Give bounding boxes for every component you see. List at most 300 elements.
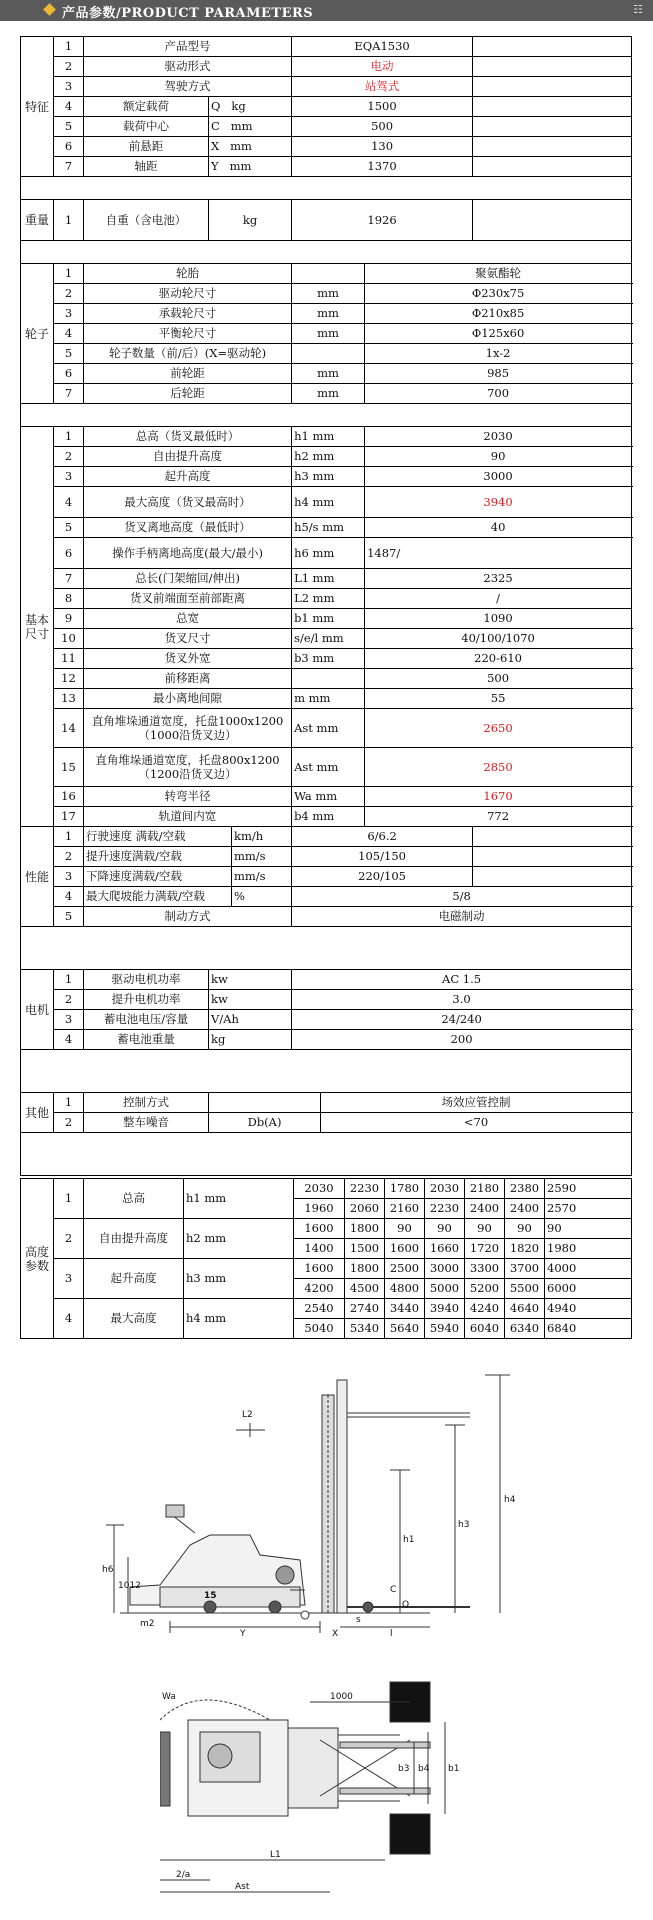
wheels-row-3 <box>21 304 632 324</box>
dim-row-3 <box>21 467 632 487</box>
table-cell: 产品型号 <box>84 37 292 57</box>
table-cell: AC 1.5 <box>292 970 632 990</box>
table-cell: 220-610 <box>365 649 632 669</box>
table-cell: Y mm <box>209 157 292 177</box>
table-cell <box>21 927 632 970</box>
table-cell: 6000 <box>545 1279 632 1299</box>
label-wa: Wa <box>162 1692 176 1702</box>
table-cell: 整车噪音 <box>84 1113 209 1133</box>
table-cell: h2 mm <box>292 447 365 467</box>
table-cell: 6/6.2 <box>292 827 473 847</box>
table-cell: 制动方式 <box>84 907 292 927</box>
wheels-row-1 <box>21 264 632 284</box>
table-cell: 4 <box>54 1299 84 1339</box>
table-cell: 55 <box>365 689 632 709</box>
table-cell: 2060 <box>345 1199 385 1219</box>
table-cell: 90 <box>425 1219 465 1239</box>
table-cell: mm <box>292 324 365 344</box>
motor-row-3 <box>21 1010 632 1030</box>
table-cell: 1670 <box>365 787 632 807</box>
table-cell: 1400 <box>294 1239 345 1259</box>
table-cell: 3440 <box>385 1299 425 1319</box>
label-b1: b1 <box>448 1764 460 1774</box>
table-cell: 4 <box>54 487 84 518</box>
table-cell: 5 <box>54 907 84 927</box>
table-cell: h3 mm <box>184 1259 294 1299</box>
table-cell <box>21 177 632 200</box>
table-cell: 聚氨酯轮 <box>365 264 632 284</box>
table-cell: 驱动轮尺寸 <box>84 284 292 304</box>
table-cell: 轨道间内宽 <box>84 807 292 827</box>
table-cell: Φ125x60 <box>365 324 632 344</box>
table-row <box>21 241 632 264</box>
table-cell <box>473 200 632 241</box>
table-cell: 16 <box>54 787 84 807</box>
table-cell: 2400 <box>505 1199 545 1219</box>
features-row-6 <box>21 137 632 157</box>
table-cell: 500 <box>292 117 473 137</box>
table-cell <box>292 264 365 284</box>
table-cell: % <box>232 887 292 907</box>
table-cell: 6040 <box>465 1319 505 1339</box>
table-cell: 2 <box>54 1113 84 1133</box>
table-cell: 站驾式 <box>292 77 473 97</box>
table-cell: 3 <box>54 304 84 324</box>
table-cell: 货叉尺寸 <box>84 629 292 649</box>
table-cell: 1660 <box>425 1239 465 1259</box>
table-cell: 5500 <box>505 1279 545 1299</box>
label-h6-value: 1012 <box>118 1581 141 1591</box>
features-row-3 <box>21 77 632 97</box>
table-cell: 4 <box>54 324 84 344</box>
table-cell: 90 <box>365 447 632 467</box>
table-cell: s/e/l mm <box>292 629 365 649</box>
table-cell <box>473 77 632 97</box>
spec-table <box>20 36 632 1176</box>
table-cell: 自由提升高度 <box>84 447 292 467</box>
table-cell: b1 mm <box>292 609 365 629</box>
table-cell: Wa mm <box>292 787 365 807</box>
table-cell: h2 mm <box>184 1219 294 1259</box>
table-cell: 7 <box>54 569 84 589</box>
side-view-drawing <box>100 1365 540 1645</box>
table-cell: 3 <box>54 1010 84 1030</box>
table-cell: 90 <box>385 1219 425 1239</box>
table-cell: 1 <box>54 1179 84 1219</box>
table-cell: 电机 <box>21 970 54 1050</box>
table-cell: 4 <box>54 1030 84 1050</box>
table-cell: 500 <box>365 669 632 689</box>
table-cell: 1370 <box>292 157 473 177</box>
table-cell: 高度参数 <box>21 1179 54 1339</box>
table-cell <box>292 344 365 364</box>
table-cell: 2540 <box>294 1299 345 1319</box>
features-row-4 <box>21 97 632 117</box>
table-cell: 最大爬坡能力满载/空载 <box>84 887 232 907</box>
table-cell <box>473 157 632 177</box>
header-title: 产品参数/PRODUCT PARAMETERS <box>62 6 314 21</box>
table-cell <box>473 37 632 57</box>
table-cell: 5940 <box>425 1319 465 1339</box>
label-l: l <box>390 1629 393 1639</box>
table-cell: 总高（货叉最低时） <box>84 427 292 447</box>
table-cell: 平衡轮尺寸 <box>84 324 292 344</box>
table-cell: Φ210x85 <box>365 304 632 324</box>
table-cell: 90 <box>505 1219 545 1239</box>
table-cell: 3940 <box>365 487 632 518</box>
motor-row-1 <box>21 970 632 990</box>
table-cell: 5200 <box>465 1279 505 1299</box>
table-cell: kg <box>209 200 292 241</box>
table-cell: 2230 <box>425 1199 465 1219</box>
height-row-3a <box>21 1259 632 1279</box>
table-cell <box>21 1133 632 1176</box>
table-cell: V/Ah <box>209 1010 292 1030</box>
features-row-2 <box>21 57 632 77</box>
table-cell <box>473 867 632 887</box>
table-cell: 6 <box>54 538 84 569</box>
table-cell: 4 <box>54 97 84 117</box>
table-cell: 后轮距 <box>84 384 292 404</box>
table-cell: h4 mm <box>184 1299 294 1339</box>
table-cell: 2230 <box>345 1179 385 1199</box>
header-diamond-icon <box>43 3 56 16</box>
table-cell: mm/s <box>232 847 292 867</box>
grid-icon[interactable]: ☷ <box>633 3 643 16</box>
table-cell: 转弯半径 <box>84 787 292 807</box>
wheels-row-5 <box>21 344 632 364</box>
table-cell: mm <box>292 304 365 324</box>
table-cell: kw <box>209 990 292 1010</box>
table-cell: 4940 <box>545 1299 632 1319</box>
dim-row-4 <box>21 487 632 518</box>
table-cell: b4 mm <box>292 807 365 827</box>
weight-row <box>21 200 632 241</box>
table-cell: 性能 <box>21 827 54 927</box>
table-cell: 4500 <box>345 1279 385 1299</box>
label-badge: 15 <box>204 1591 217 1601</box>
label-c: C <box>390 1585 397 1595</box>
table-cell: 总高 <box>84 1179 184 1219</box>
table-cell: 1 <box>54 427 84 447</box>
table-cell: 2 <box>54 1219 84 1259</box>
table-cell: 1500 <box>345 1239 385 1259</box>
dim-row-14 <box>21 709 632 748</box>
table-cell: 最大高度 <box>84 1299 184 1339</box>
table-cell: b3 mm <box>292 649 365 669</box>
dim-row-1 <box>21 427 632 447</box>
label-h3: h3 <box>458 1520 470 1530</box>
table-cell: Q kg <box>209 97 292 117</box>
dim-row-16 <box>21 787 632 807</box>
table-row <box>21 177 632 200</box>
table-cell: 2325 <box>365 569 632 589</box>
label-l1: L1 <box>270 1850 281 1860</box>
perf-row-1 <box>21 827 632 847</box>
table-cell: 2570 <box>545 1199 632 1219</box>
table-cell: 直角堆垛通道宽度，托盘1000x1200（1000沿货叉边） <box>84 709 292 748</box>
table-cell: 载荷中心 <box>84 117 209 137</box>
table-cell: 自重（含电池） <box>84 200 209 241</box>
table-cell: 场效应管控制 <box>321 1093 632 1113</box>
table-cell: 8 <box>54 589 84 609</box>
table-cell: 2500 <box>385 1259 425 1279</box>
table-cell: 2 <box>54 57 84 77</box>
table-cell: L1 mm <box>292 569 365 589</box>
table-cell: 40 <box>365 518 632 538</box>
height-row-1a <box>21 1179 632 1199</box>
table-cell: / <box>365 589 632 609</box>
table-cell: 1980 <box>545 1239 632 1259</box>
table-cell: h5/s mm <box>292 518 365 538</box>
table-cell: 1926 <box>292 200 473 241</box>
table-cell: 985 <box>365 364 632 384</box>
table-cell: 4000 <box>545 1259 632 1279</box>
table-cell: 1 <box>54 827 84 847</box>
table-cell: 6 <box>54 137 84 157</box>
table-cell: 220/105 <box>292 867 473 887</box>
table-cell: 2180 <box>465 1179 505 1199</box>
table-cell: 1720 <box>465 1239 505 1259</box>
dim-row-17 <box>21 807 632 827</box>
table-cell: 前轮距 <box>84 364 292 384</box>
table-cell: 1 <box>54 37 84 57</box>
dim-row-12 <box>21 669 632 689</box>
table-cell: 4200 <box>294 1279 345 1299</box>
table-cell: 40/100/1070 <box>365 629 632 649</box>
table-cell: 772 <box>365 807 632 827</box>
table-cell: 3300 <box>465 1259 505 1279</box>
table-cell: mm <box>292 284 365 304</box>
table-cell: 10 <box>54 629 84 649</box>
table-cell: 1500 <box>292 97 473 117</box>
table-cell: 2 <box>54 447 84 467</box>
table-cell: 重量 <box>21 200 54 241</box>
table-cell: 2 <box>54 990 84 1010</box>
table-cell: 3940 <box>425 1299 465 1319</box>
table-cell: 3000 <box>425 1259 465 1279</box>
table-cell: 轮子数量（前/后）(X=驱动轮) <box>84 344 292 364</box>
label-1000: 1000 <box>330 1692 353 1702</box>
table-cell: 驱动形式 <box>84 57 292 77</box>
table-cell: 前移距离 <box>84 669 292 689</box>
table-cell: 2400 <box>465 1199 505 1219</box>
table-cell: L2 mm <box>292 589 365 609</box>
table-cell: 最小离地间隙 <box>84 689 292 709</box>
table-cell <box>473 137 632 157</box>
table-cell: 3 <box>54 1259 84 1299</box>
table-cell: 1780 <box>385 1179 425 1199</box>
other-row-1 <box>21 1093 632 1113</box>
table-cell: 15 <box>54 748 84 787</box>
table-cell: 130 <box>292 137 473 157</box>
table-cell: 其他 <box>21 1093 54 1133</box>
dim-row-11 <box>21 649 632 669</box>
label-b4: b4 <box>418 1764 430 1774</box>
table-cell: 7 <box>54 157 84 177</box>
table-cell: 5 <box>54 344 84 364</box>
table-cell: 2590 <box>545 1179 632 1199</box>
label-q: Q <box>402 1600 410 1610</box>
table-cell: 13 <box>54 689 84 709</box>
table-cell <box>292 669 365 689</box>
table-row <box>21 404 632 427</box>
table-cell: 700 <box>365 384 632 404</box>
label-2a: 2/a <box>176 1870 191 1880</box>
table-cell: 3700 <box>505 1259 545 1279</box>
table-cell: 5 <box>54 518 84 538</box>
table-cell: 2030 <box>294 1179 345 1199</box>
table-cell: 控制方式 <box>84 1093 209 1113</box>
table-cell: 1 <box>54 1093 84 1113</box>
table-cell: 下降速度满载/空载 <box>84 867 232 887</box>
table-cell: 提升速度满载/空载 <box>84 847 232 867</box>
table-cell: h3 mm <box>292 467 365 487</box>
table-cell: 3 <box>54 467 84 487</box>
table-cell: 3 <box>54 77 84 97</box>
table-cell: 4240 <box>465 1299 505 1319</box>
table-row <box>21 927 632 970</box>
motor-row-4 <box>21 1030 632 1050</box>
label-b3: b3 <box>398 1764 410 1774</box>
table-cell: mm <box>292 364 365 384</box>
features-row-1 <box>21 37 632 57</box>
table-cell: 4800 <box>385 1279 425 1299</box>
section-header <box>0 0 653 21</box>
dim-row-10 <box>21 629 632 649</box>
table-cell: 4640 <box>505 1299 545 1319</box>
label-m2: m2 <box>140 1619 155 1629</box>
dim-row-8 <box>21 589 632 609</box>
table-cell: 1 <box>54 970 84 990</box>
table-cell: 前悬距 <box>84 137 209 157</box>
table-cell: 货叉外宽 <box>84 649 292 669</box>
table-cell <box>21 404 632 427</box>
table-cell: 驱动电机功率 <box>84 970 209 990</box>
table-cell: 总宽 <box>84 609 292 629</box>
table-cell: 6 <box>54 364 84 384</box>
table-row <box>21 1133 632 1176</box>
table-cell: 90 <box>465 1219 505 1239</box>
table-cell: kw <box>209 970 292 990</box>
table-cell: 蓄电池重量 <box>84 1030 209 1050</box>
table-cell: 200 <box>292 1030 632 1050</box>
table-cell: 2380 <box>505 1179 545 1199</box>
table-cell: 2030 <box>425 1179 465 1199</box>
table-cell: X mm <box>209 137 292 157</box>
label-h6: h6 <box>102 1565 114 1575</box>
label-l2: L2 <box>242 1410 253 1420</box>
table-cell: 蓄电池电压/容量 <box>84 1010 209 1030</box>
table-cell: 1600 <box>294 1219 345 1239</box>
other-row-2 <box>21 1113 632 1133</box>
wheels-row-2 <box>21 284 632 304</box>
table-cell: Db(A) <box>209 1113 321 1133</box>
table-cell: 承载轮尺寸 <box>84 304 292 324</box>
table-cell: 1090 <box>365 609 632 629</box>
table-cell: 5040 <box>294 1319 345 1339</box>
table-cell: h4 mm <box>292 487 365 518</box>
label-x: X <box>332 1629 339 1639</box>
table-cell: 5340 <box>345 1319 385 1339</box>
table-cell <box>473 57 632 77</box>
dim-row-7 <box>21 569 632 589</box>
perf-row-5 <box>21 907 632 927</box>
table-cell: C mm <box>209 117 292 137</box>
table-cell: 基本尺寸 <box>21 427 54 827</box>
motor-row-2 <box>21 990 632 1010</box>
table-cell: h1 mm <box>184 1179 294 1219</box>
table-cell: 6840 <box>545 1319 632 1339</box>
table-cell: 5 <box>54 117 84 137</box>
dim-row-9 <box>21 609 632 629</box>
features-category: 特征 <box>21 37 54 177</box>
wheels-row-4 <box>21 324 632 344</box>
table-cell: 5000 <box>425 1279 465 1299</box>
table-cell: 额定载荷 <box>84 97 209 117</box>
table-cell: 2160 <box>385 1199 425 1219</box>
table-cell: 轮子 <box>21 264 54 404</box>
table-cell: h6 mm <box>292 538 365 569</box>
table-cell: 105/150 <box>292 847 473 867</box>
table-cell: Ast mm <box>292 748 365 787</box>
table-cell: 起升高度 <box>84 1259 184 1299</box>
table-cell: 1960 <box>294 1199 345 1219</box>
table-cell: 3 <box>54 867 84 887</box>
perf-row-2 <box>21 847 632 867</box>
table-cell <box>209 1093 321 1113</box>
table-cell <box>473 117 632 137</box>
table-cell: 总长(门架缩回/伸出) <box>84 569 292 589</box>
table-cell: 2650 <box>365 709 632 748</box>
table-cell: 1 <box>54 264 84 284</box>
table-cell: 最大高度（货叉最高时） <box>84 487 292 518</box>
table-cell: 2740 <box>345 1299 385 1319</box>
table-cell: km/h <box>232 827 292 847</box>
table-cell: m mm <box>292 689 365 709</box>
table-cell: 直角堆垛通道宽度，托盘800x1200（1200沿货叉边） <box>84 748 292 787</box>
table-cell: kg <box>209 1030 292 1050</box>
table-cell: 6340 <box>505 1319 545 1339</box>
table-cell <box>21 241 632 264</box>
table-cell: 4 <box>54 887 84 907</box>
table-cell: 2850 <box>365 748 632 787</box>
table-cell: 电磁制动 <box>292 907 632 927</box>
perf-row-4 <box>21 887 632 907</box>
top-view-drawing <box>160 1680 460 1895</box>
table-cell: 1 <box>54 200 84 241</box>
table-row <box>21 1050 632 1093</box>
table-cell <box>473 97 632 117</box>
label-y: Y <box>240 1629 246 1639</box>
table-cell: 操作手柄离地高度(最大/最小) <box>84 538 292 569</box>
table-cell: 5640 <box>385 1319 425 1339</box>
dim-row-15 <box>21 748 632 787</box>
table-cell: 1800 <box>345 1219 385 1239</box>
table-cell: 1600 <box>385 1239 425 1259</box>
label-s: s <box>356 1615 361 1625</box>
table-cell: 1x-2 <box>365 344 632 364</box>
table-cell: mm <box>292 384 365 404</box>
table-cell: 11 <box>54 649 84 669</box>
table-cell: 2 <box>54 847 84 867</box>
table-cell: 提升电机功率 <box>84 990 209 1010</box>
label-h1: h1 <box>403 1535 415 1545</box>
height-row-2a <box>21 1219 632 1239</box>
table-cell: h1 mm <box>292 427 365 447</box>
table-cell: 货叉离地高度（最低时） <box>84 518 292 538</box>
table-cell: 2030 <box>365 427 632 447</box>
